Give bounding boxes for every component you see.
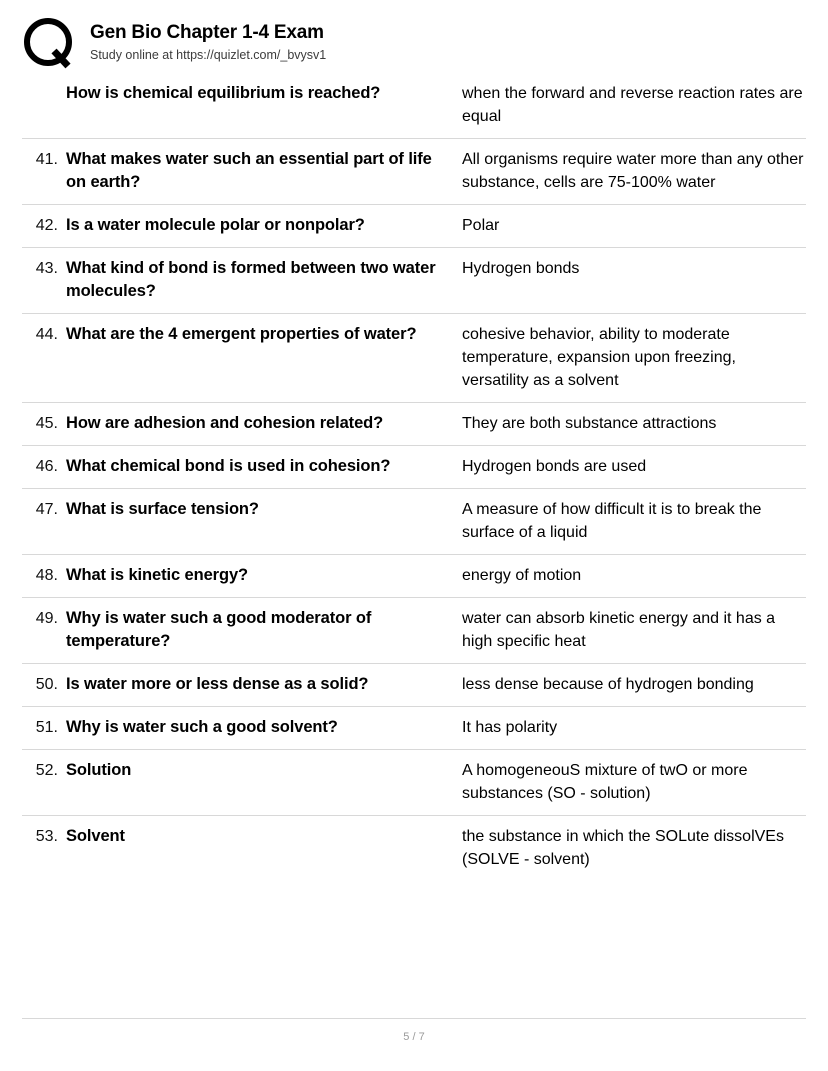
row-number: 53. xyxy=(35,828,58,845)
document-header xyxy=(22,18,806,76)
table-row xyxy=(22,664,806,707)
row-answer: the substance in which the SOLute dissolVEs (SOLVE - solvent) xyxy=(462,828,784,868)
row-answer: A homogeneouS mixture of twO or more substances (SO - solution) xyxy=(462,762,748,802)
table-row xyxy=(22,598,806,664)
row-number: 51. xyxy=(35,719,58,736)
row-question: Solution xyxy=(66,761,132,779)
table-row xyxy=(22,248,806,314)
table-row xyxy=(22,489,806,555)
row-answer: A measure of how difficult it is to break the surface of a liquid xyxy=(462,501,762,541)
row-answer: energy of motion xyxy=(462,567,582,584)
row-question: What is kinetic energy? xyxy=(66,566,248,584)
row-answer: All organisms require water more than any other substance, cells are 75-100% water xyxy=(462,151,804,191)
row-number: 44. xyxy=(35,326,58,343)
table-row xyxy=(22,816,806,881)
row-question: Is a water molecule polar or nonpolar? xyxy=(66,216,365,234)
row-question: What kind of bond is formed between two water molecules? xyxy=(66,259,436,300)
row-answer: Polar xyxy=(462,217,500,234)
row-question: What is surface tension? xyxy=(66,500,259,518)
row-question: How are adhesion and cohesion related? xyxy=(66,414,384,432)
row-number: 45. xyxy=(35,415,58,432)
table-row xyxy=(22,314,806,403)
question-answer-table xyxy=(22,78,806,881)
page-title: Gen Bio Chapter 1-4 Exam xyxy=(90,22,324,43)
table-row xyxy=(22,403,806,446)
row-question: Solvent xyxy=(66,827,125,845)
row-answer: cohesive behavior, ability to moderate temperature, expansion upon freezing, versatility as a solvent xyxy=(462,326,736,389)
table-row xyxy=(22,205,806,248)
table-row xyxy=(22,139,806,205)
row-number: 50. xyxy=(35,676,58,693)
row-number: 49. xyxy=(35,610,58,627)
row-number: 52. xyxy=(35,762,58,779)
table-row xyxy=(22,446,806,489)
study-link-text: Study online at https://quizlet.com/_bvysv1 xyxy=(90,48,327,62)
row-question: Why is water such a good solvent? xyxy=(66,718,338,736)
table-row xyxy=(22,555,806,598)
row-answer: They are both substance attractions xyxy=(462,415,717,432)
header-text-block xyxy=(90,18,326,63)
row-question: Why is water such a good moderator of temperature? xyxy=(66,609,372,650)
row-number: 47. xyxy=(35,501,58,518)
row-number: 43. xyxy=(35,260,58,277)
quizlet-q-logo-icon xyxy=(24,18,76,70)
row-question: What makes water such an essential part of life on earth? xyxy=(66,150,432,191)
row-number: 42. xyxy=(35,217,58,234)
row-answer: less dense because of hydrogen bonding xyxy=(462,676,754,693)
table-row xyxy=(22,750,806,816)
row-answer: water can absorb kinetic energy and it has a high specific heat xyxy=(462,610,776,650)
row-answer: Hydrogen bonds are used xyxy=(462,458,647,475)
row-answer: Hydrogen bonds xyxy=(462,260,580,277)
row-question: How is chemical equilibrium is reached? xyxy=(66,84,381,102)
footer-divider xyxy=(22,1018,806,1019)
row-answer: when the forward and reverse reaction rates are equal xyxy=(462,85,803,125)
table-row xyxy=(22,78,806,139)
table-row xyxy=(22,707,806,750)
row-question: What chemical bond is used in cohesion? xyxy=(66,457,391,475)
row-number: 41. xyxy=(35,151,58,168)
row-answer: It has polarity xyxy=(462,719,558,736)
page-number: 5 / 7 xyxy=(403,1031,425,1043)
row-number: 48. xyxy=(35,567,58,584)
row-number: 46. xyxy=(35,458,58,475)
row-question: What are the 4 emergent properties of water? xyxy=(66,325,417,343)
row-question: Is water more or less dense as a solid? xyxy=(66,675,369,693)
